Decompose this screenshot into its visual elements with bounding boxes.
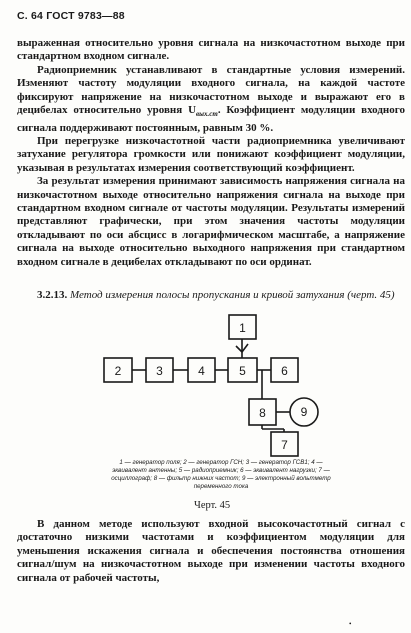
footer-mark: •: [349, 620, 352, 628]
box-label-4: 4: [198, 364, 205, 378]
figure-caption: Черт. 45: [194, 500, 231, 511]
text-block-bottom: [17, 518, 405, 585]
box-label-1: 1: [239, 321, 246, 335]
box-label-3: 3: [156, 364, 163, 378]
section-number: 3.2.13.: [37, 289, 68, 301]
figure-legend: 1 — генератор поля; 2 — генератор ГСН; 3 — генератор ГСВ1; 4 — эквивалент антенны; 5 — радиоприемник; 6 — эквивалент нагрузки; 7 — осциллограф; 8 — фильтр нижних частот; 9 — электронный вольтметр переменного тока: [111, 459, 331, 490]
paragraph-conditions-part2: . Коэффициент модуляции входного сигнала поддерживают постоянным, равным 30 %.: [17, 104, 405, 134]
paragraph-conditions-part1: Радиоприемник устанавливают в стандартные условия измерений. Изменяют частоту модуляции входного сигнала, на каждой частоте фиксируют напряжение на низкочастотном выходе и выражают его в децибелах относительно уровня U: [17, 63, 405, 117]
box-label-8: 8: [259, 406, 266, 420]
box-label-7: 7: [281, 438, 288, 452]
page-header: С. 64 ГОСТ 9783—88: [17, 10, 125, 22]
paragraph-overload: При перегрузке низкочастотной части радиоприемника увеличивают затухание регулятора громкости или понижают коэффициент модуляции, указывая в результатах измерения соответствующий коэффициент.: [17, 135, 405, 174]
box-label-6: 6: [281, 364, 288, 378]
paragraph-continued: выраженная относительно уровня сигнала на низкочастотном выходе при стандартном входном сигнале.: [17, 37, 405, 63]
paragraph-method: В данном методе используют входной высокочастотный сигнал с достаточно низкими частотами и коэффициентом модуляции для уменьшения искажения сигнала и обеспечения постоянства отношения сигнал/шум на низкочастотном выходе при изменении частоты входного сигнала от рабочей частоты,: [17, 518, 405, 584]
box-label-5: 5: [239, 364, 246, 378]
box-label-9: 9: [300, 405, 308, 419]
subscript-vyh-st: вых.ст: [196, 110, 218, 119]
section-title: Метод измерения полосы пропускания и кривой затухания (черт. 45): [70, 289, 395, 301]
box-label-2: 2: [114, 364, 122, 378]
paragraph-result: За результат измерения принимают зависимость напряжения сигнала на низкочастотном выходе относительно напряжения сигнала на выходе при стандартном входном сигнале от частоты модуляции. Результаты измерений представляют графически, при этом значения частоты модуляции откладывают по оси абсцисс в логарифмическом масштабе, а напряжение сигнала на выходе относительно выходного напряжения при стандартном входном сигнале в децибелах откладывают по оси ординат.: [17, 175, 405, 268]
